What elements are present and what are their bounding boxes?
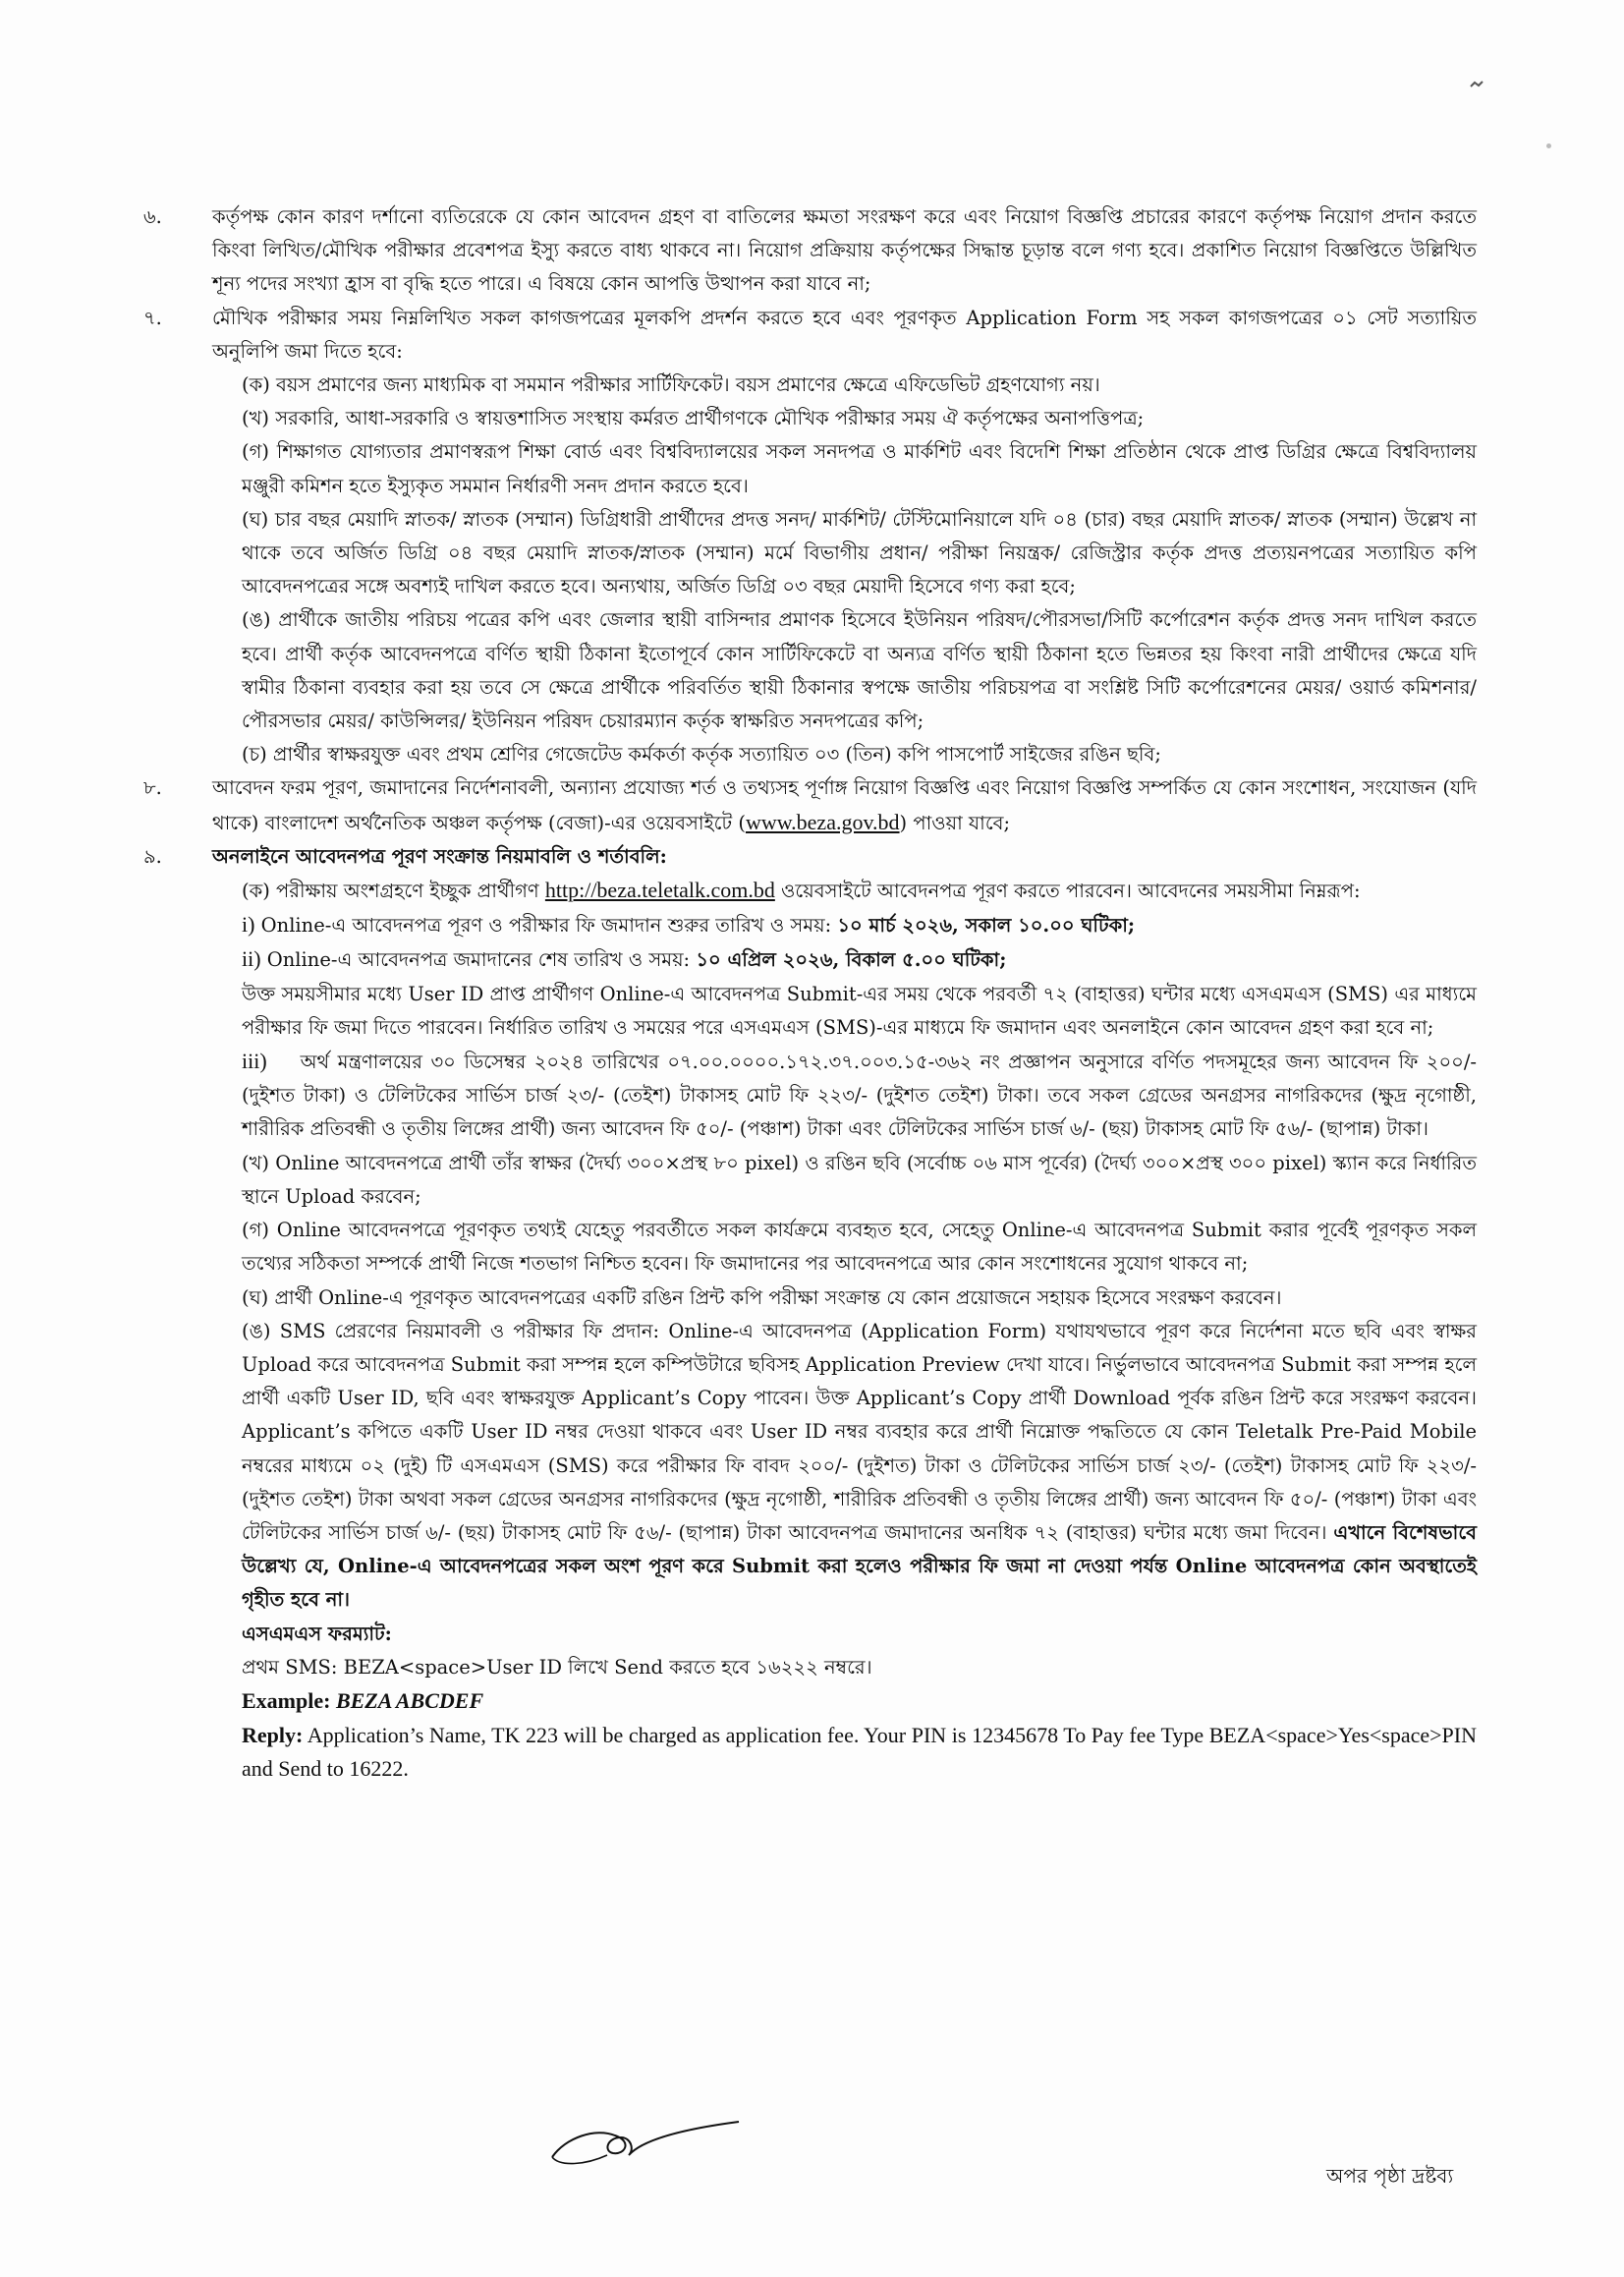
sub-clause-gha: (ঘ) চার বছর মেয়াদি স্নাতক/ স্নাতক (সম্মান) ডিগ্রিধারী প্রার্থীদের প্রদত্ত সনদ/ মার্কশিট/ টেস্টিমোনিয়ালে যদি ০৪ (চার) বছর মেয়াদি স্নাতক/ স্নাতক (সম্মান) উল্লেখ না থাকে তবে অর্জিত ডিগ্রি ০৪ বছর মেয়াদি স্নাতক/স্নাতক (সম্মান) মর্মে বিভাগীয় প্রধান/ পরীক্ষা নিয়ন্ত্রক/ রেজিস্ট্রার কর্তৃক প্রদত্ত প্রত্যয়নপত্রের সত্যায়িত কপি আবেদনপত্রের সঙ্গে অবশ্যই দাখিল করতে হবে। অন্যথায়, অর্জিত ডিগ্রি ০৩ বছর মেয়াদী হিসেবে গণ্য করা হবে; <box>242 507 1477 598</box>
clause-7 <box>143 302 1477 772</box>
scan-dot-mark <box>1546 143 1551 148</box>
clause-number: ৮. <box>143 776 162 800</box>
sub-clause-ka: (ক) বয়স প্রমাণের জন্য মাধ্যমিক বা সমমান পরীক্ষার সার্টিফিকেট। বয়স প্রমাণের ক্ষেত্রে এফিডেভিট গ্রহণযোগ্য নয়। <box>242 373 1100 397</box>
online-date-start <box>212 908 1477 942</box>
online-application-heading: অনলাইনে আবেদনপত্র পূরণ সংক্রান্ত নিয়মাবলি ও শর্তাবলি: <box>212 844 667 868</box>
reply-text: Application’s Name, TK 223 will be charged as application fee. Your PIN is 12345678 To Pay fee Type BEZA<space>Yes<space>PIN and Send to 16222. <box>242 1723 1477 1782</box>
continued-note: অপর পৃষ্ঠা দ্রষ্টব্য <box>1326 2164 1454 2188</box>
clause-6 <box>143 200 1477 302</box>
beza-website-link[interactable]: www.beza.gov.bd <box>745 809 900 834</box>
example-label: Example: <box>242 1687 336 1713</box>
reply-label: Reply: <box>242 1723 304 1748</box>
notice-body <box>143 200 1478 1787</box>
online-uma <box>212 1315 1477 1618</box>
ink-smudge-mark <box>1470 81 1484 89</box>
sms-rules-warning: এখানে বিশেষভাবে উল্লেখ্য যে, Online-এ আবেদনপত্রের সকল অংশ পূরণ করে Submit করা হলেও পরীক্ষার ফি জমা না দেওয়া পর্যন্ত Online আবেদনপত্র কোন অবস্থাতেই গৃহীত হবে না। <box>242 1520 1478 1612</box>
sms-format-heading: এসএমএস ফরম্যাট: <box>242 1622 392 1645</box>
sub-clause-cha: (চ) প্রার্থীর স্বাক্ষরযুক্ত এবং প্রথম শ্রেণির গেজেটেড কর্মকর্তা কর্তৃক সত্যায়িত ০৩ (তিন) কপি পাসপোর্ট সাইজের রঙিন ছবি; <box>242 743 1161 767</box>
sms-reply <box>212 1719 1477 1786</box>
sms-example <box>212 1684 1477 1719</box>
online-fee-iii <box>212 1045 1477 1147</box>
roman-ii-label: ii) <box>242 946 261 972</box>
roman-iii-label: iii) <box>242 1049 267 1074</box>
sub-clause-kha: (খ) সরকারি, আধা-সরকারি ও স্বায়ত্তশাসিত সংস্থায় কর্মরত প্রার্থীগণকে মৌখিক পরীক্ষার সময় ঐ কর্তৃপক্ষের অনাপত্তিপত্র; <box>242 407 1145 430</box>
online-ga: (গ) Online আবেদনপত্রে পূরণকৃত তথ্যই যেহেতু পরবর্তীতে সকল কার্যক্রমে ব্যবহৃত হবে, সেহেতু Online-এ আবেদনপত্র Submit করার পূর্বেই পূরণকৃত সকল তথ্যের সঠিকতা সম্পর্কে প্রার্থী নিজে শতভাগ নিশ্চিত হবেন। ফি জমাদানের পর আবেদনপত্রে আর কোন সংশোধনের সুযোগ থাকবে না; <box>242 1219 1477 1276</box>
start-date-value: ১০ মার্চ ২০২৬, সকাল ১০.০০ ঘটিকা; <box>837 914 1136 938</box>
clause-9 <box>143 840 1478 1787</box>
online-ka-text-end: ওয়েবসাইটে আবেদনপত্র পূরণ করতে পারবেন। আবেদনের সময়সীমা নিম্নরূপ: <box>774 880 1361 903</box>
clause-text: আবেদন ফরম পূরণ, জমাদানের নির্দেশনাবলী, অন্যান্য প্রযোজ্য শর্ত ও তথ্যসহ পূর্ণাঙ্গ নিয়োগ বিজ্ঞপ্তি এবং নিয়োগ বিজ্ঞপ্তি সম্পর্কিত যে কোন সংশোধন, সংযোজন (যদি থাকে) বাংলাদেশ অর্থনৈতিক অঞ্চল কর্তৃপক্ষ (বেজা)-এর ওয়েবসাইটে ( <box>212 776 1477 834</box>
online-ka-text: (ক) পরীক্ষায় অংশগ্রহণে ইচ্ছুক প্রার্থীগণ <box>242 880 545 903</box>
fee-details-text: অর্থ মন্ত্রণালয়ের ৩০ ডিসেম্বর ২০২৪ তারিখের ০৭.০০.০০০০.১৭২.৩৭.০০৩.১৫-৩৬২ নং প্রজ্ঞাপন অনুসারে বর্ণিত পদসমূহের জন্য আবেদন ফি ২০০/- (দুইশত টাকা) ও টেলিটকের সার্ভিস চার্জ ২৩/- (তেইশ) টাকাসহ মোট ফি ২২৩/- (দুইশত তেইশ) টাকা। তবে সকল গ্রেডের অনগ্রসর নাগরিকদের (ক্ষুদ্র নৃগোষ্ঠী, শারীরিক প্রতিবন্ধী ও তৃতীয় লিঙ্গের প্রার্থী) জন্য আবেদন ফি ৫০/- (পঞ্চাশ) টাকা এবং টেলিটকের সার্ভিস চার্জ ৬/- (ছয়) টাকাসহ মোট ফি ৫৬/- (ছাপান্ন) টাকা। <box>242 1051 1478 1141</box>
sub-clause-uma: (ঙ) প্রার্থীকে জাতীয় পরিচয় পত্রের কপি এবং জেলার স্থায়ী বাসিন্দার প্রমাণক হিসেবে ইউনিয়ন পরিষদ/পৌরসভা/সিটি কর্পোরেশন কর্তৃক প্রদত্ত সনদ দাখিল করতে হবে। প্রার্থী কর্তৃক আবেদনপত্রে বর্ণিত স্থায়ী ঠিকানা ইতোপূর্বে কোন সার্টিফিকেটে বা অন্যত্র বর্ণিত স্থায়ী ঠিকানা হতে ভিন্নতর হয় কিংবা নারী প্রার্থীদের ক্ষেত্রে যদি স্বামীর ঠিকানা ব্যবহার করা হয় তবে সে ক্ষেত্রে প্রার্থীকে পরিবর্তিত স্থায়ী ঠিকানার স্বপক্ষে জাতীয় পরিচয়পত্র বা সংশ্লিষ্ট সিটি কর্পোরেশনের মেয়র/ ওয়ার্ড কমিশনার/ পৌরসভার মেয়র/ কাউন্সিলর/ ইউনিয়ন পরিষদ চেয়ারম্যান কর্তৃক স্বাক্ষরিত সনদপত্রের কপি; <box>242 608 1477 733</box>
clause-8 <box>143 771 1477 839</box>
start-date-text: Online-এ আবেদনপত্র পূরণ ও পরীক্ষার ফি জমাদান শুরুর তারিখ ও সময়: <box>254 914 838 938</box>
online-ka <box>212 874 1477 908</box>
clause-text: কর্তৃপক্ষ কোন কারণ দর্শানো ব্যতিরেকে যে কোন আবেদন গ্রহণ বা বাতিলের ক্ষমতা সংরক্ষণ করে এবং নিয়োগ বিজ্ঞপ্তি প্রচারের কারণে কর্তৃপক্ষ নিয়োগ প্রদান করতে কিংবা লিখিত/মৌখিক পরীক্ষার প্রবেশপত্র ইস্যু করতে বাধ্য থাকবে না। নিয়োগ প্রক্রিয়ায় কর্তৃপক্ষের সিদ্ধান্ত চূড়ান্ত বলে গণ্য হবে। প্রকাশিত নিয়োগ বিজ্ঞপ্তিতে উল্লিখিত শূন্য পদের সংখ্যা হ্রাস বা বৃদ্ধি হতে পারে। এ বিষয়ে কোন আপত্তি উত্থাপন করা যাবে না; <box>212 205 1477 296</box>
clause-number: ৭. <box>143 306 162 329</box>
end-date-value: ১০ এপ্রিল ২০২৬, বিকাল ৫.০০ ঘটিকা; <box>696 948 1007 972</box>
online-gha: (ঘ) প্রার্থী Online-এ পূরণকৃত আবেদনপত্রের একটি রঙিন প্রিন্ট কপি পরীক্ষা সংক্রান্ত যে কোন প্রয়োজনে সহায়ক হিসেবে সংরক্ষণ করবেন। <box>242 1285 1282 1309</box>
handwritten-signature <box>546 2098 743 2177</box>
fee-window-text: উক্ত সময়সীমার মধ্যে User ID প্রাপ্ত প্রার্থীগণ Online-এ আবেদনপত্র Submit-এর সময় থেকে পরবর্তী ৭২ (বাহাত্তর) ঘন্টার মধ্যে এসএমএস (SMS) এর মাধ্যমে পরীক্ষার ফি জমা দিতে পারবেন। নির্ধারিত তারিখ ও সময়ের পরে এসএমএস (SMS)-এর মাধ্যমে ফি জমাদান এবং অনলাইনে কোন আবেদন গ্রহণ করা হবে না; <box>242 982 1477 1039</box>
teletalk-website-link[interactable]: http://beza.teletalk.com.bd <box>544 878 775 903</box>
sub-clause-ga: (গ) শিক্ষাগত যোগ্যতার প্রমাণস্বরূপ শিক্ষা বোর্ড এবং বিশ্ববিদ্যালয়ের সকল সনদপত্র ও মার্কশিট এবং বিদেশি শিক্ষা প্রতিষ্ঠান থেকে প্রাপ্ত ডিগ্রির ক্ষেত্রে বিশ্ববিদ্যালয় মঞ্জুরী কমিশন হতে ইস্যুকৃত সমমান নির্ধারণী সনদ প্রদান করতে হবে। <box>242 440 1477 497</box>
clause-text: মৌখিক পরীক্ষার সময় নিম্নলিখিত সকল কাগজপত্রের মূলকপি প্রদর্শন করতে হবে এবং পূরণকৃত Application Form সহ সকল কাগজপত্রের ০১ সেট সত্যায়িত অনুলিপি জমা দিতে হবে: <box>212 306 1477 363</box>
online-date-end <box>212 942 1477 977</box>
end-date-text: Online-এ আবেদনপত্র জমাদানের শেষ তারিখ ও সময়: <box>260 948 697 972</box>
first-sms-instruction: প্রথম SMS: BEZA<space>User ID লিখে Send করতে হবে ১৬২২২ নম্বরে। <box>242 1655 872 1679</box>
clause-number: ৬. <box>143 205 162 228</box>
roman-i-label: i) <box>242 912 255 938</box>
online-kha: (খ) Online আবেদনপত্রে প্রার্থী তাঁর স্বাক্ষর (দৈর্ঘ্য ৩০০×প্রস্থ ৮০ pixel) ও রঙিন ছবি (সর্বোচ্চ ০৬ মাস পূর্বের) (দৈর্ঘ্য ৩০০×প্রস্থ ৩০০ pixel) স্ক্যান করে নির্ধারিত স্থানে Upload করবেন; <box>242 1151 1477 1208</box>
sms-rules-text: (ঙ) SMS প্রেরণের নিয়মাবলী ও পরীক্ষার ফি প্রদান: Online-এ আবেদনপত্র (Application Form) যথাযথভাবে পূরণ করে নির্দেশনা মতে ছবি এবং স্বাক্ষর Upload করে আবেদনপত্র Submit করা সম্পন্ন হলে কম্পিউটারে ছবিসহ Application Preview দেখা যাবে। নির্ভুলভাবে আবেদনপত্র Submit করা সম্পন্ন হলে প্রার্থী একটি User ID, ছবি এবং স্বাক্ষরযুক্ত Applicant’s Copy পাবেন। উক্ত Applicant’s Copy প্রার্থী Download পূর্বক রঙিন প্রিন্ট করে সংরক্ষণ করবেন। Applicant’s কপিতে একটি User ID নম্বর দেওয়া থাকবে এবং User ID নম্বর ব্যবহার করে প্রার্থী নিম্নোক্ত পদ্ধতিতে যে কোন Teletalk Pre-Paid Mobile নম্বরের মাধ্যমে ০২ (দুই) টি এসএমএস (SMS) করে পরীক্ষার ফি বাবদ ২০০/- (দুইশত) টাকা ও টেলিটকের সার্ভিস চার্জ ২৩/- (তেইশ) টাকাসহ মোট ফি ২২৩/- (দুইশত তেইশ) টাকা অথবা সকল গ্রেডের অনগ্রসর নাগরিকদের (ক্ষুদ্র নৃগোষ্ঠী, শারীরিক প্রতিবন্ধী ও তৃতীয় লিঙ্গের প্রার্থী) জন্য আবেদন ফি ৫০/- (পঞ্চাশ) টাকা এবং টেলিটকের সার্ভিস চার্জ ৬/- (ছয়) টাকাসহ মোট ফি ৫৬/- (ছাপান্ন) টাকা আবেদনপত্র জমাদানের অনধিক ৭২ (বাহাত্তর) ঘন্টার মধ্যে জমা দিবেন। <box>242 1319 1477 1544</box>
example-value: BEZA ABCDEF <box>335 1687 484 1713</box>
clause-text-end: ) পাওয়া যাবে; <box>899 811 1011 834</box>
clause-number: ৯. <box>143 844 162 868</box>
